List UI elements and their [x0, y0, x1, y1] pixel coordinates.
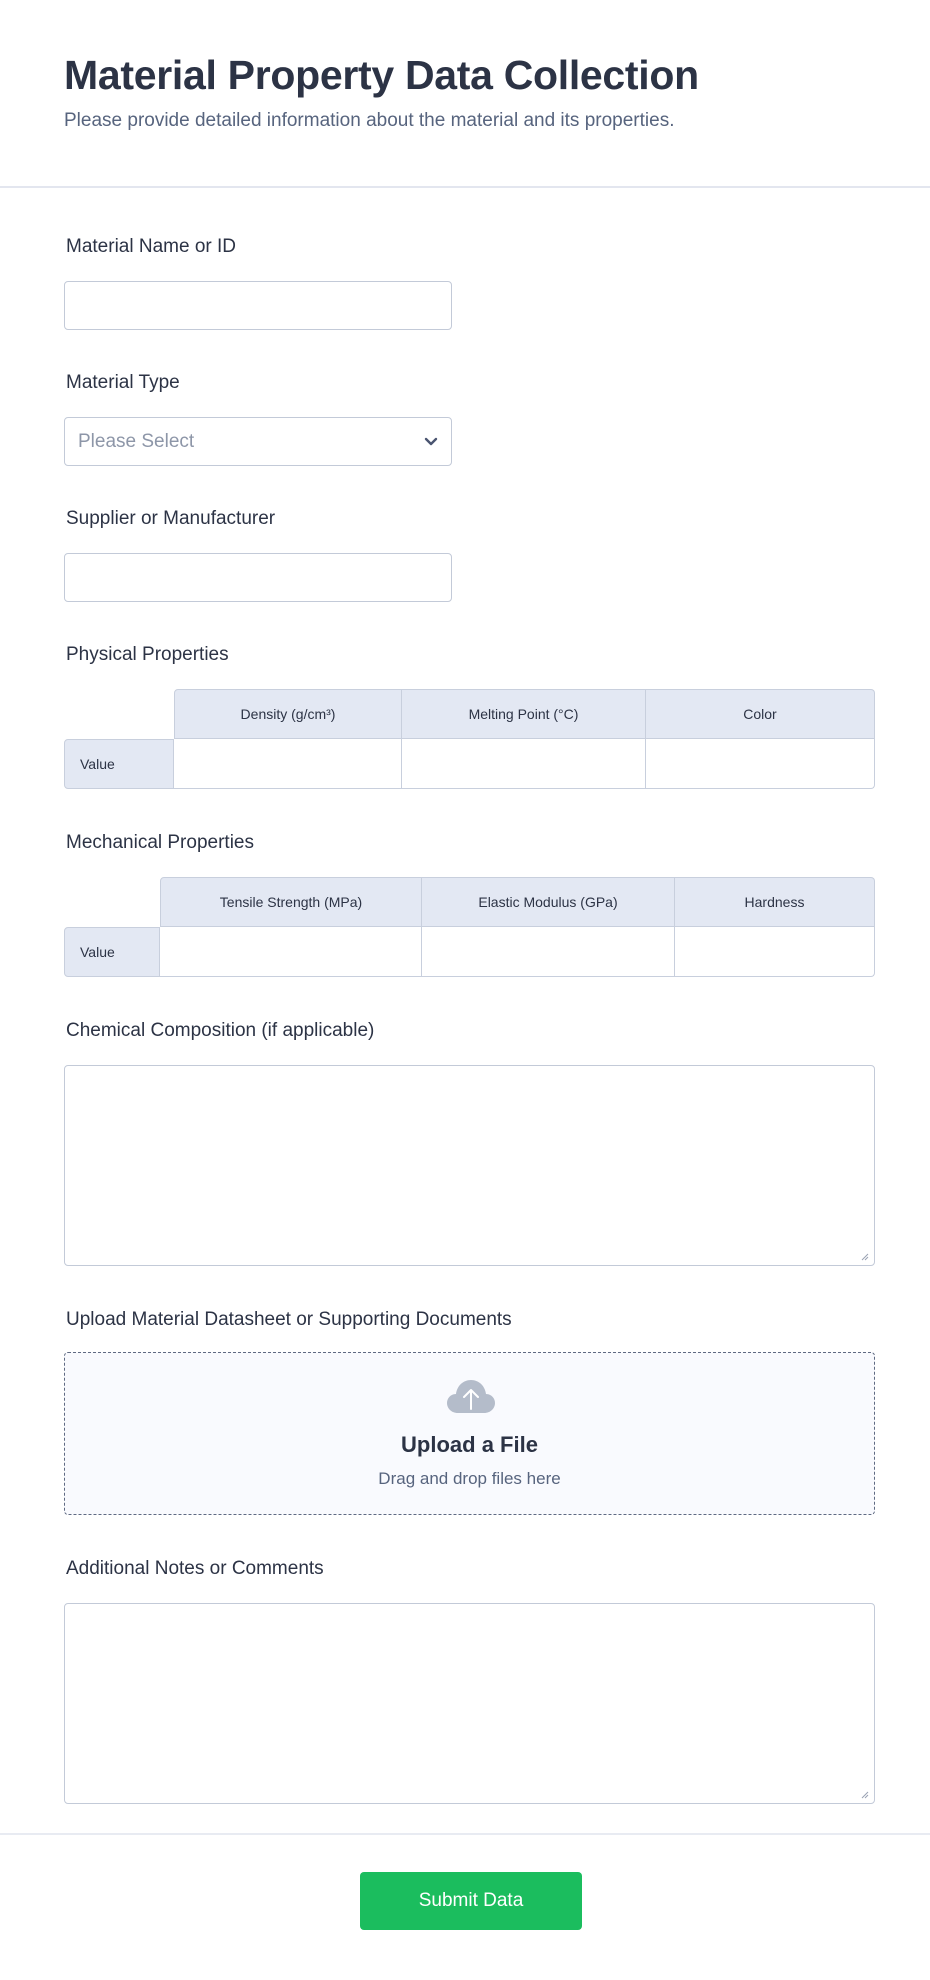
hardness-input[interactable] [675, 927, 874, 976]
table-row [64, 739, 875, 789]
elastic-modulus-input[interactable] [422, 927, 674, 976]
material-type-label: Material Type [66, 372, 180, 393]
table-header-row [64, 689, 875, 739]
select-placeholder: Please Select [78, 430, 195, 452]
row-label: Value [64, 927, 160, 977]
row-label: Value [64, 739, 174, 789]
column-header: Density (g/cm³) [174, 689, 402, 739]
column-header: Color [646, 689, 875, 739]
resize-handle-icon[interactable] [859, 1789, 869, 1799]
column-header: Elastic Modulus (GPa) [422, 877, 675, 927]
tensile-strength-input[interactable] [160, 927, 421, 976]
chemical-composition-label: Chemical Composition (if applicable) [66, 1020, 375, 1041]
form-header [0, 0, 930, 188]
table-cell [174, 739, 402, 789]
column-header: Tensile Strength (MPa) [160, 877, 422, 927]
page-subtitle: Please provide detailed information about the material and its properties. [64, 110, 675, 131]
notes-textarea[interactable] [64, 1603, 875, 1804]
notes-label: Additional Notes or Comments [66, 1558, 324, 1579]
column-header: Melting Point (°C) [402, 689, 646, 739]
material-name-label: Material Name or ID [66, 236, 236, 257]
table-row [64, 927, 875, 977]
density-input[interactable] [174, 739, 401, 788]
table-cell [646, 739, 875, 789]
mechanical-properties-table [64, 877, 875, 977]
melting-point-input[interactable] [402, 739, 645, 788]
upload-subtitle: Drag and drop files here [378, 1469, 561, 1488]
submit-button[interactable]: Submit Data [360, 1872, 582, 1930]
table-cell [402, 739, 646, 789]
column-header: Hardness [675, 877, 875, 927]
table-cell [160, 927, 422, 977]
supplier-label: Supplier or Manufacturer [66, 508, 276, 529]
resize-handle-icon[interactable] [859, 1251, 869, 1261]
table-cell [422, 927, 675, 977]
upload-label: Upload Material Datasheet or Supporting Documents [66, 1309, 512, 1330]
table-corner [64, 877, 160, 927]
physical-properties-label: Physical Properties [66, 644, 229, 665]
page-title: Material Property Data Collection [64, 52, 699, 98]
material-name-input[interactable] [64, 281, 452, 330]
footer-divider [0, 1833, 930, 1835]
physical-properties-table [64, 689, 875, 789]
file-upload-dropzone[interactable] [64, 1352, 875, 1515]
chevron-down-icon [424, 437, 438, 447]
table-cell [675, 927, 875, 977]
table-corner [64, 689, 174, 739]
color-input[interactable] [646, 739, 874, 788]
mechanical-properties-label: Mechanical Properties [66, 832, 254, 853]
table-header-row [64, 877, 875, 927]
material-type-select[interactable] [64, 417, 452, 466]
chemical-composition-textarea[interactable] [64, 1065, 875, 1266]
upload-title: Upload a File [401, 1432, 538, 1457]
cloud-upload-icon [446, 1379, 496, 1415]
supplier-input[interactable] [64, 553, 452, 602]
